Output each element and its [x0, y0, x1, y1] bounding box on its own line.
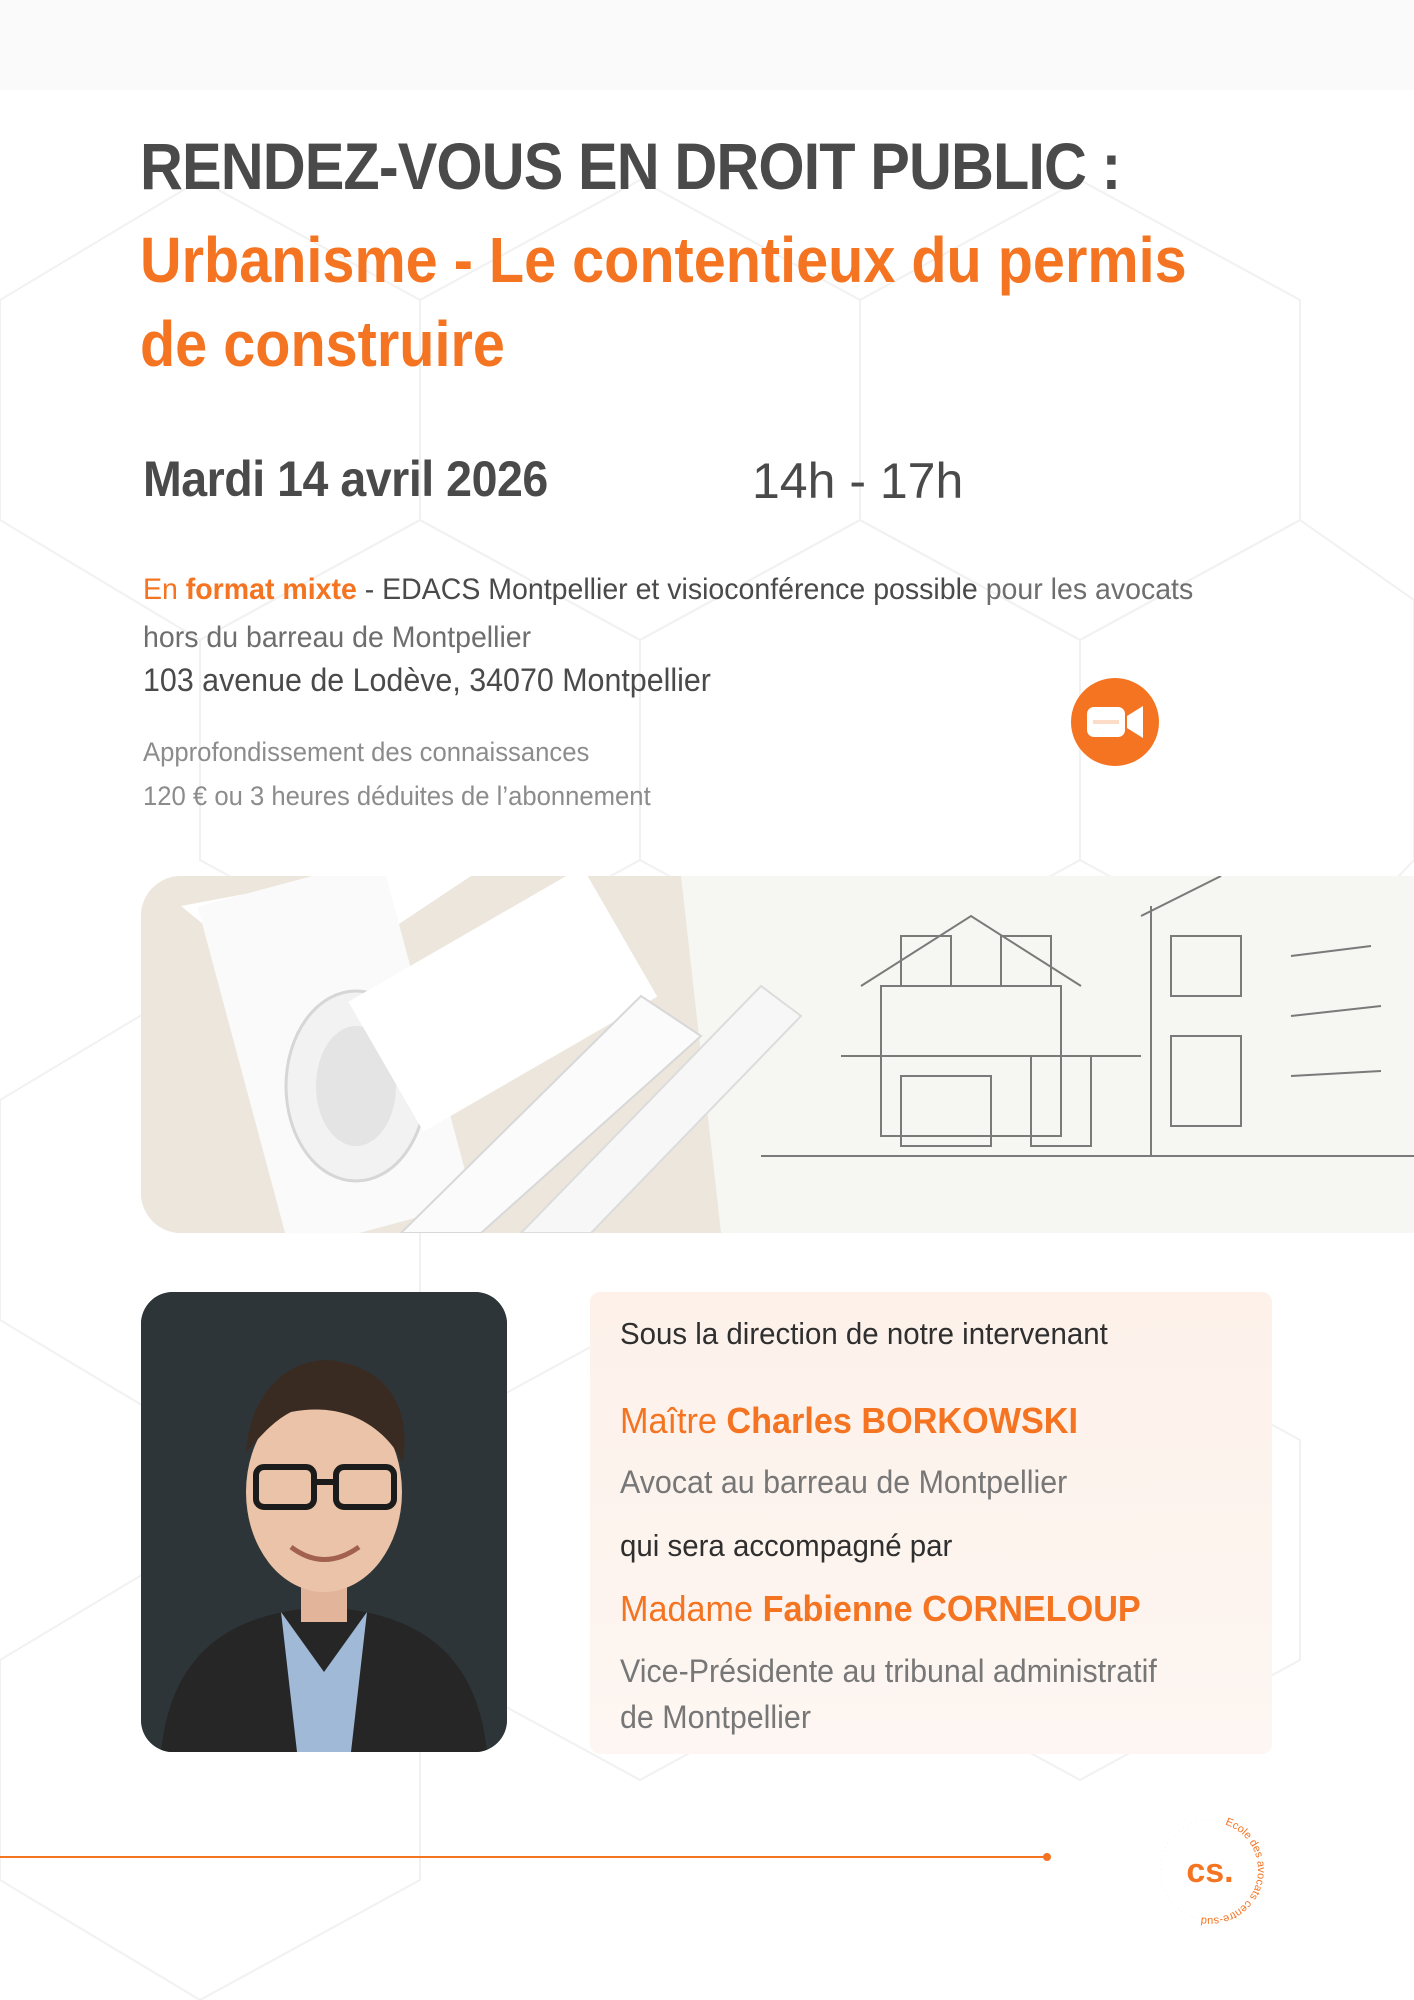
speakers-connector: qui sera accompagné par — [620, 1528, 953, 1563]
video-camera-icon — [1071, 678, 1159, 766]
page-subtitle: Urbanisme - Le contentieux du permis de construire — [140, 224, 1187, 380]
event-level: Approfondissement des connaissances — [143, 737, 590, 767]
speaker2-fullname: Fabienne CORNELOUP — [762, 1588, 1141, 1629]
event-address: 103 avenue de Lodève, 34070 Montpellier — [143, 662, 711, 698]
speakers-intro: Sous la direction de notre intervenant — [620, 1316, 1108, 1351]
event-time: 14h - 17h — [752, 453, 964, 509]
logo-ring-text: Ecole des avocats centre-sud — [1200, 1815, 1268, 1928]
format-info — [143, 566, 1245, 662]
speaker1-title: Maître — [620, 1400, 727, 1441]
format-prefix: En — [143, 573, 186, 606]
footer-divider-dot — [1043, 1853, 1051, 1861]
speaker2-role-line2: de Montpellier — [620, 1699, 811, 1735]
page-title: RENDEZ-VOUS EN DROIT PUBLIC : — [140, 129, 1121, 203]
logo-mark: cs. — [1186, 1852, 1234, 1890]
speaker1-role: Avocat au barreau de Montpellier — [620, 1464, 1068, 1500]
speaker2-role — [620, 1648, 1157, 1740]
speaker1-fullname: Charles BORKOWSKI — [726, 1400, 1078, 1441]
format-mode: format mixte — [185, 573, 357, 606]
speaker2-name — [620, 1588, 1141, 1630]
event-date: Mardi 14 avril 2026 — [143, 451, 548, 507]
speakers-card — [590, 1292, 1272, 1754]
format-location: - EDACS Montpellier et visioconférence possible — [356, 573, 978, 606]
speaker1-name — [620, 1400, 1078, 1442]
event-details — [143, 730, 651, 818]
format-suffix: pour les avocats hors du barreau de Montpellier — [143, 573, 1194, 654]
speaker2-title: Madame — [620, 1588, 763, 1629]
speaker2-role-line1: Vice-Présidente au tribunal administratif — [620, 1653, 1157, 1689]
footer-divider — [0, 1856, 1045, 1858]
speaker-portrait — [141, 1292, 507, 1752]
school-logo — [1150, 1810, 1270, 1930]
event-price: 120 € ou 3 heures déduites de l’abonnement — [143, 781, 651, 811]
blueprint-photo — [141, 876, 1414, 1233]
